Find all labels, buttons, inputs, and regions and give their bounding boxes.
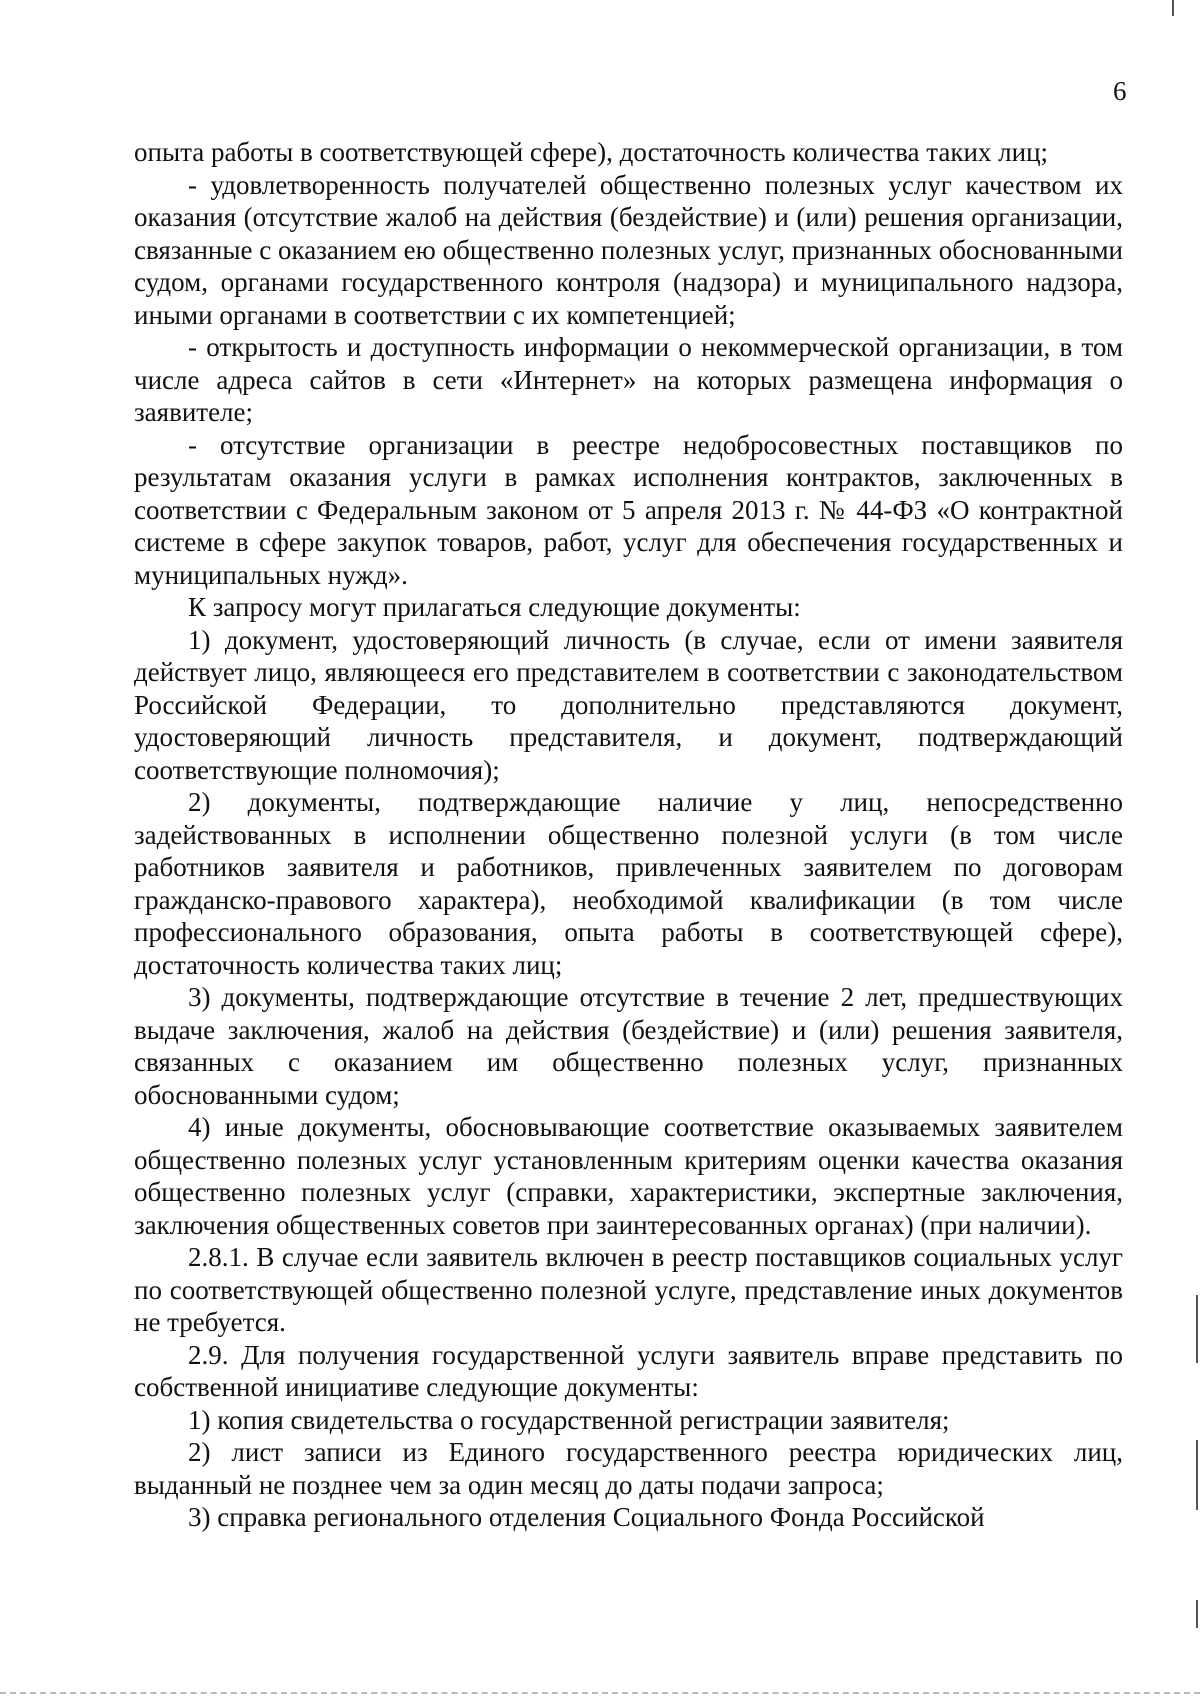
paragraph: 1) копия свидетельства о государственной регистрации заявителя; (188, 1404, 950, 1435)
paragraph: 2.8.1. В случае если заявитель включен в реестр поставщиков социальных услуг по соответствующей общественно полезной услуге, представление иных документов не требуется. (134, 1242, 1123, 1337)
paragraph: - отсутствие организации в реестре недобросовестных поставщиков по результатам оказания услуги в рамках исполнения контрактов, заключенных в соответствии с Федеральным законом от 5 апреля 2013 г. № 44-ФЗ «О контрактной системе в сфере закупок товаров, работ, услуг для обеспечения государственных и муниципальных нужд». (134, 429, 1123, 590)
paragraph: 2) документы, подтверждающие наличие у лиц, непосредственно задействованных в исполнении общественно полезной услуги (в том числе работников заявителя и работников, привлеченных заявителем по договорам гражданско-правового характера), необходимой квалификации (в том числе профессионального образования, опыта работы в соответствующей сфере), достаточность количества таких лиц; (134, 787, 1123, 980)
paragraph: 1) документ, удостоверяющий личность (в случае, если от имени заявителя действует лицо, являющееся его представителем в соответствии с законодательством Российской Федерации, то дополнительно представляются документ, удостоверяющий личность представителя, и документ, подтверждающий соответствующие полномочия); (134, 624, 1123, 785)
scan-edge-mark (1196, 1600, 1198, 1628)
paragraph: 4) иные документы, обосновывающие соответствие оказываемых заявителем общественно полезных услуг установленным критериям оценки качества оказания общественно полезных услуг (справки, характеристики, экспертные заключения, заключения общественных советов при заинтересованных органах) (при наличии). (134, 1112, 1123, 1240)
paragraph: 3) документы, подтверждающие отсутствие в течение 2 лет, предшествующих выдаче заключения, жалоб на действия (бездействие) и (или) решения заявителя, связанных с оказанием им общественно полезных услуг, признанных обоснованными судом; (134, 982, 1123, 1110)
paragraph: - открытость и доступность информации о некоммерческой организации, в том числе адреса сайтов в сети «Интернет» на которых размещена информация о заявителе; (134, 332, 1123, 427)
paragraph: 2.9. Для получения государственной услуги заявитель вправе представить по собственной инициативе следующие документы: (134, 1339, 1123, 1402)
paragraph: К запросу могут прилагаться следующие документы: (188, 592, 801, 622)
paragraph: 2) лист записи из Единого государственного реестра юридических лиц, выданный не позднее чем за один месяц до даты подачи запроса; (134, 1437, 1123, 1500)
scan-bottom-edge (0, 1692, 1200, 1694)
document-body (134, 136, 1123, 1534)
paragraph: - удовлетворенность получателей общественно полезных услуг качеством их оказания (отсутствие жалоб на действия (бездействие) и (или) решения организации, связанные с оказанием ею общественно полезных услуг, признанных обоснованными судом, органами государственного контроля (надзора) и муниципального надзора, иными органами в соответствии с их компетенцией; (134, 169, 1123, 330)
scan-edge-mark (1196, 1440, 1198, 1510)
page-number: 6 (1113, 76, 1127, 106)
scan-edge-mark (1196, 1295, 1198, 1363)
paragraph: опыта работы в соответствующей сфере), достаточность количества таких лиц; (134, 137, 1049, 167)
scan-edge-mark (1172, 0, 1174, 16)
paragraph: 3) справка регионального отделения Социального Фонда Российской (188, 1502, 985, 1532)
